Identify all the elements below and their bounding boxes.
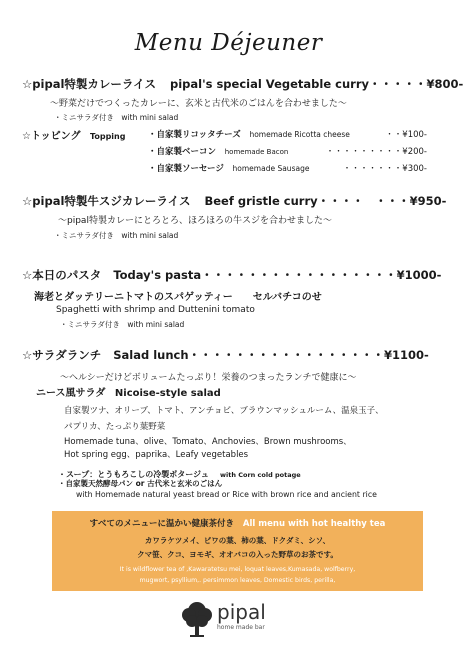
healthy-tea-banner [52, 511, 423, 591]
beef-curry-name: ☆pipal特製牛スジカレーライス [22, 194, 191, 208]
beef-curry-mini-salad: ・ミニサラダ付き with mini salad [54, 231, 179, 240]
beef-curry-heading [22, 193, 446, 209]
salad-ingredients-jp-2: パプリカ、たっぷり葉野菜 [64, 422, 166, 432]
curry-heading [22, 76, 463, 92]
logo-subtitle: home made bar [217, 624, 265, 631]
banner-line-4: It is wildflower tea of ,Kawaratetsu mei, loquat leaves,Kumasada, wolfberry, [119, 566, 356, 573]
curry-name-en: pipal's special Vegetable curry [169, 77, 369, 91]
beef-curry-description: 〜pipal特製カレーにとろとろ、ほろほろの牛スジを合わせました〜 [58, 216, 332, 226]
topping-label-en: Topping [89, 132, 126, 141]
salad-ingredients-jp-1: 自家製ツナ、オリーブ、トマト、アンチョビ、ブラウンマッシュルーム、温泉玉子、 [64, 406, 384, 416]
pasta-dots: ・・・・・・・・・・・・・・・・・ [201, 268, 397, 282]
beef-curry-dots: ・・・・ ・・・ [317, 194, 410, 208]
pasta-name-en: Today's pasta [113, 268, 202, 282]
curry-mini-salad: ・ミニサラダ付き with mini salad [54, 113, 179, 122]
curry-description: 〜野菜だけでつくったカレーに、玄米と古代米のごはんを合わせました〜 [50, 99, 347, 109]
beef-curry-price: ¥950- [409, 194, 447, 208]
pasta-heading [22, 267, 441, 283]
banner-line-3: クマ笹、クコ、ヨモギ、オオバコの入った野草のお茶です。 [137, 550, 338, 559]
salad-lunch-name-en: Salad lunch [113, 348, 189, 362]
salad-lunch-dish-en: Nicoise-style salad [114, 388, 221, 399]
salad-lunch-price: ¥1100- [384, 348, 429, 362]
banner-line-1: すべてのメニューに温かい健康茶付き All menu with hot healthy tea [89, 519, 386, 529]
salad-lunch-name: ☆サラダランチ [22, 348, 102, 362]
salad-lunch-description: 〜ヘルシーだけどボリュームたっぷり！栄養のつまったランチで健康に〜 [60, 373, 357, 383]
banner-line-2: カワラケツメイ、ビワの葉、柿の葉、ドクダミ、シソ、 [144, 536, 331, 545]
curry-dots: ・・・・・ [368, 77, 427, 91]
topping-item: ・自家製ソーセージ homemade Sausage [148, 164, 310, 174]
salad-lunch-heading [22, 347, 429, 363]
salad-lunch-dish-heading [36, 384, 221, 399]
banner-line-5: mugwort, psyllium,. persimmon leaves, Domestic birds, perilla, [139, 577, 336, 584]
pasta-mini-salad: ・ミニサラダ付き with mini salad [60, 320, 185, 329]
logo-name: pipal [217, 600, 266, 624]
topping-label: ☆トッピング [22, 131, 81, 142]
salad-lunch-dish: ニース風サラダ [36, 388, 106, 399]
curry-name: ☆pipal特製カレーライス [22, 77, 156, 91]
topping-item-price: ・・・・・・・・・¥200- [325, 147, 427, 157]
topping-item-price: ・・・・・・・¥300- [342, 164, 427, 174]
salad-ingredients-en-1: Homemade tuna、olive、Tomato、Anchovies、Brown mushrooms、 [64, 437, 352, 447]
salad-bread-en: with Homemade natural yeast bread or Rice with brown rice and ancient rice [76, 490, 377, 499]
beef-curry-name-en: Beef gristle curry [204, 194, 318, 208]
pasta-price: ¥1000- [396, 268, 442, 282]
curry-price: ¥800- [426, 77, 463, 91]
page-title: Menu Déjeuner [134, 30, 323, 56]
salad-lunch-dots: ・・・・・・・・・・・・・・・・・ [188, 348, 385, 362]
pasta-name: ☆本日のパスタ [22, 268, 102, 282]
salad-bread: ・自家製天然酵母パン or 古代米と玄米のごはん [58, 479, 223, 488]
pasta-dish-en: Spaghetti with shrimp and Duttenini tomato [56, 305, 255, 315]
salad-ingredients-en-2: Hot spring egg、paprika、Leafy vegetables [64, 450, 249, 460]
topping-heading [22, 127, 125, 142]
salad-soup: ・スープ：とうもろこしの冷製ポタージュ with Corn cold potage [58, 470, 301, 479]
pasta-dish: 海老とダッテリーニトマトのスパゲッティー セルバチコのせ [34, 292, 322, 303]
pipal-logo [180, 600, 280, 640]
topping-item-price: ・・¥100- [385, 130, 427, 140]
topping-item: ・自家製ベーコン homemade Bacon [148, 147, 289, 157]
topping-item: ・自家製リコッタチーズ homemade Ricotta cheese [148, 130, 350, 140]
tree-icon [180, 600, 214, 638]
